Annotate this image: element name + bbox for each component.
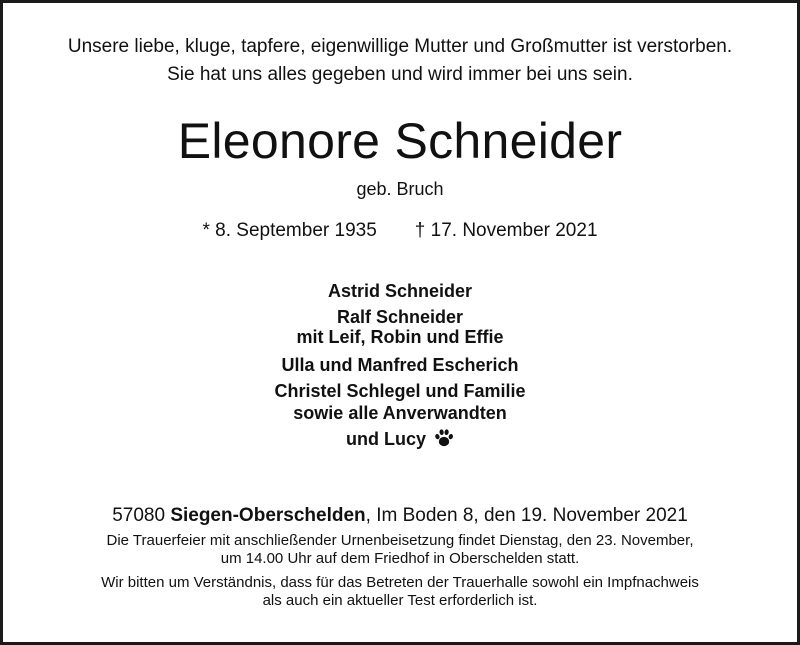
mourner-line-1: Astrid Schneider bbox=[327, 281, 473, 301]
birth-date: * 8. September 1935 bbox=[202, 220, 377, 241]
paw-icon bbox=[434, 428, 454, 448]
mourner-line-4: Ulla und Manfred Escherich bbox=[281, 355, 519, 375]
notice-line-1: Die Trauerfeier mit anschließender Urnenbeisetzung findet Dienstag, den 23. November, bbox=[106, 532, 694, 549]
deceased-name: Eleonore Schneider bbox=[177, 113, 623, 169]
maiden-name: geb. Bruch bbox=[356, 179, 444, 199]
mourner-line-7 bbox=[0, 428, 800, 450]
mourner-line-2: Ralf Schneider bbox=[336, 307, 464, 327]
mourner-line-3: mit Leif, Robin und Effie bbox=[296, 327, 504, 347]
notice-line-3: Wir bitten um Verständnis, dass für das Betreten der Trauerhalle sowohl ein Impfnachweis bbox=[101, 574, 699, 591]
postcode: 57080 bbox=[112, 505, 166, 526]
mourner-line-5: Christel Schlegel und Familie bbox=[274, 381, 526, 401]
mourner-lucy: und Lucy bbox=[346, 429, 426, 449]
mourner-line-6: sowie alle Anverwandten bbox=[293, 403, 507, 423]
intro-line-1: Unsere liebe, kluge, tapfere, eigenwillige Mutter und Großmutter ist verstorben. bbox=[67, 36, 733, 57]
intro-line-2: Sie hat uns alles gegeben und wird immer bei uns sein. bbox=[167, 64, 633, 85]
location-date-line bbox=[0, 505, 800, 527]
death-date: † 17. November 2021 bbox=[414, 220, 598, 241]
city: Siegen-Oberschelden bbox=[170, 505, 366, 526]
notice-line-4: als auch ein aktueller Test erforderlich ist. bbox=[262, 592, 538, 609]
life-dates bbox=[0, 220, 800, 242]
address-date: , Im Boden 8, den 19. November 2021 bbox=[365, 505, 688, 526]
notice-line-2: um 14.00 Uhr auf dem Friedhof in Oberschelden statt. bbox=[220, 550, 580, 567]
